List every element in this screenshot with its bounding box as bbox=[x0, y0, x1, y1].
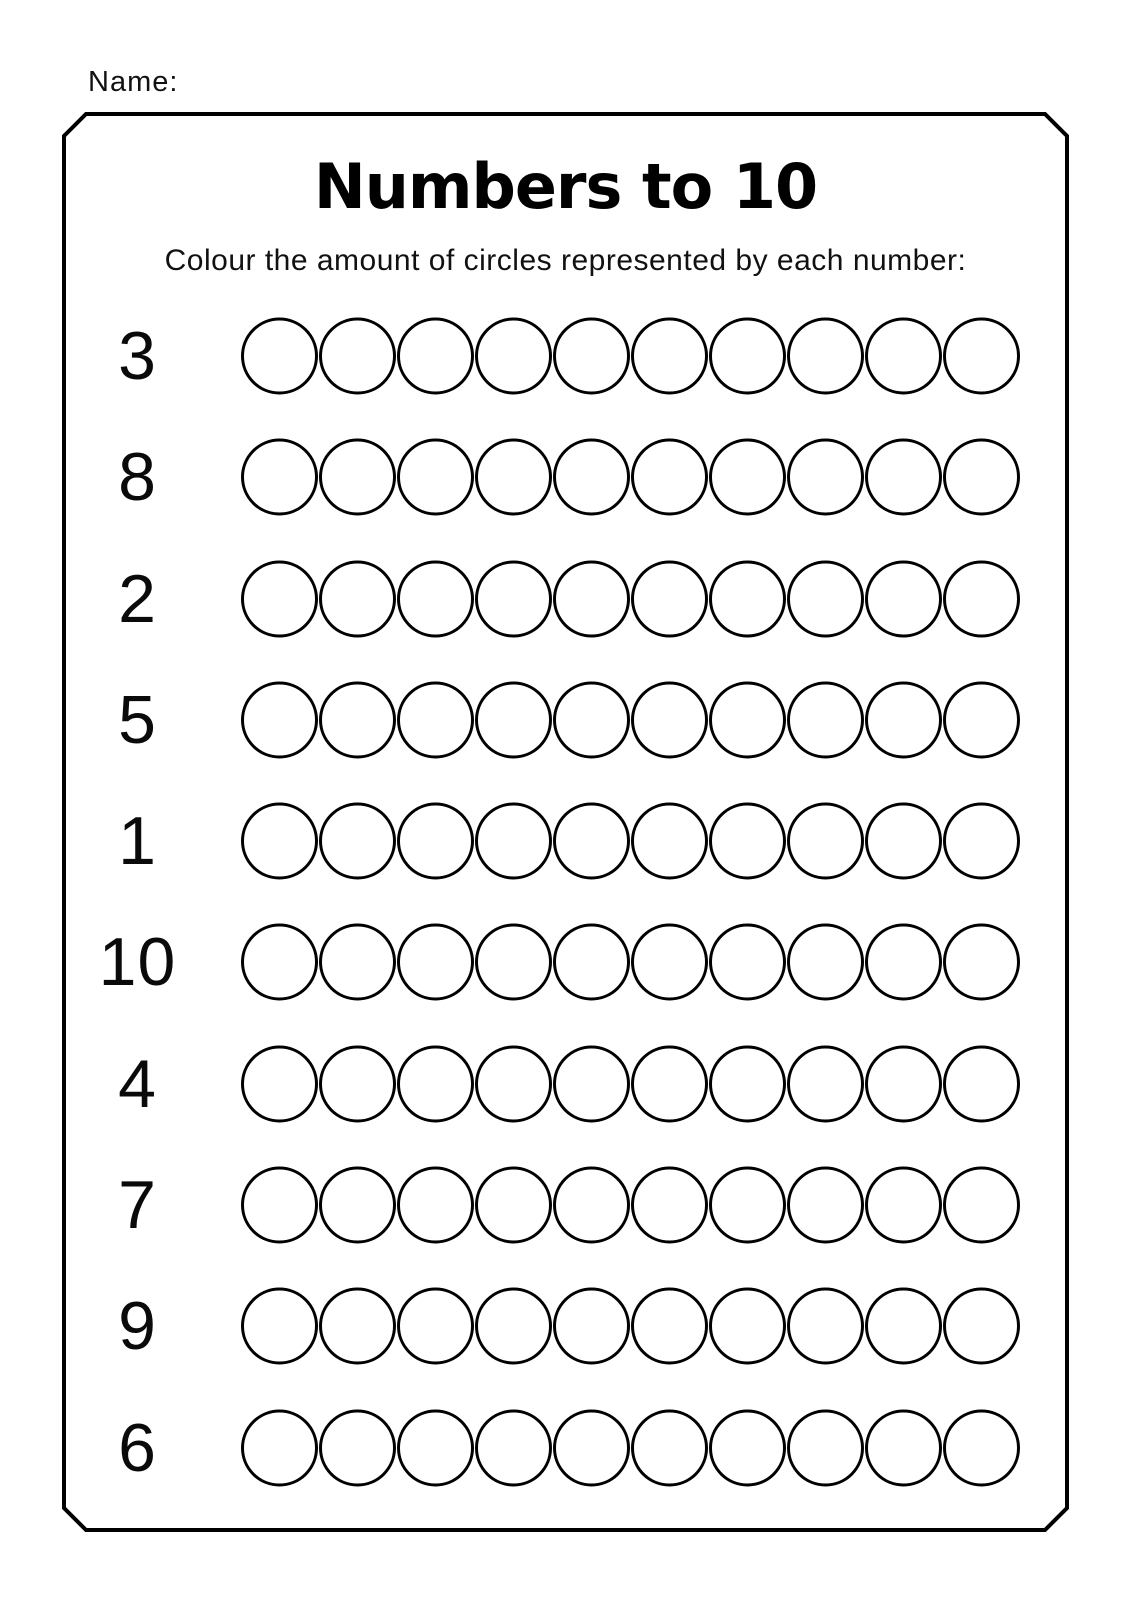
colour-circle[interactable] bbox=[709, 1288, 786, 1365]
colour-circle[interactable] bbox=[553, 439, 630, 516]
colour-circle[interactable] bbox=[943, 560, 1020, 637]
colour-circle[interactable] bbox=[475, 560, 552, 637]
row-number: 4 bbox=[118, 1045, 157, 1122]
colour-circle[interactable] bbox=[397, 924, 474, 1001]
colour-circle[interactable] bbox=[631, 1288, 708, 1365]
worksheet-row bbox=[0, 659, 1131, 780]
colour-circle[interactable] bbox=[475, 681, 552, 758]
worksheet-row bbox=[0, 1023, 1131, 1144]
colour-circle[interactable] bbox=[787, 1409, 864, 1486]
colour-circle[interactable] bbox=[475, 803, 552, 880]
worksheet-row bbox=[0, 295, 1131, 416]
colour-circle[interactable] bbox=[709, 1045, 786, 1122]
row-number: 3 bbox=[118, 317, 157, 394]
colour-circle[interactable] bbox=[709, 1409, 786, 1486]
colour-circle[interactable] bbox=[865, 924, 942, 1001]
colour-circle[interactable] bbox=[787, 924, 864, 1001]
colour-circle[interactable] bbox=[787, 1167, 864, 1244]
colour-circle[interactable] bbox=[397, 803, 474, 880]
colour-circle[interactable] bbox=[397, 681, 474, 758]
colour-circle[interactable] bbox=[709, 924, 786, 1001]
colour-circle[interactable] bbox=[553, 560, 630, 637]
colour-circle[interactable] bbox=[319, 1288, 396, 1365]
colour-circle[interactable] bbox=[553, 1288, 630, 1365]
colour-circle[interactable] bbox=[943, 924, 1020, 1001]
colour-circle[interactable] bbox=[319, 1167, 396, 1244]
row-circles bbox=[241, 1409, 1020, 1486]
colour-circle[interactable] bbox=[475, 439, 552, 516]
colour-circle[interactable] bbox=[241, 1288, 318, 1365]
colour-circle[interactable] bbox=[631, 924, 708, 1001]
row-number: 6 bbox=[118, 1409, 157, 1486]
colour-circle[interactable] bbox=[865, 1167, 942, 1244]
colour-circle[interactable] bbox=[241, 681, 318, 758]
colour-circle[interactable] bbox=[865, 317, 942, 394]
colour-circle[interactable] bbox=[319, 681, 396, 758]
colour-circle[interactable] bbox=[475, 1167, 552, 1244]
worksheet-row bbox=[0, 780, 1131, 901]
colour-circle[interactable] bbox=[241, 439, 318, 516]
colour-circle[interactable] bbox=[241, 317, 318, 394]
worksheet-rows bbox=[0, 295, 1131, 1508]
colour-circle[interactable] bbox=[943, 681, 1020, 758]
colour-circle[interactable] bbox=[241, 560, 318, 637]
worksheet-row bbox=[0, 1266, 1131, 1387]
colour-circle[interactable] bbox=[475, 1409, 552, 1486]
instruction-text: Colour the amount of circles represented by each number: bbox=[164, 244, 967, 277]
colour-circle[interactable] bbox=[319, 1045, 396, 1122]
colour-circle[interactable] bbox=[319, 803, 396, 880]
row-circles bbox=[241, 1288, 1020, 1365]
colour-circle[interactable] bbox=[943, 1045, 1020, 1122]
colour-circle[interactable] bbox=[631, 1045, 708, 1122]
colour-circle[interactable] bbox=[787, 681, 864, 758]
colour-circle[interactable] bbox=[553, 681, 630, 758]
worksheet-title: Numbers to 10 bbox=[313, 150, 818, 223]
colour-circle[interactable] bbox=[397, 439, 474, 516]
row-circles bbox=[241, 924, 1020, 1001]
colour-circle[interactable] bbox=[943, 317, 1020, 394]
row-number: 8 bbox=[118, 439, 157, 516]
name-label: Name: bbox=[88, 66, 179, 98]
colour-circle[interactable] bbox=[787, 560, 864, 637]
colour-circle[interactable] bbox=[709, 1167, 786, 1244]
colour-circle[interactable] bbox=[943, 1167, 1020, 1244]
colour-circle[interactable] bbox=[943, 1288, 1020, 1365]
colour-circle[interactable] bbox=[397, 560, 474, 637]
colour-circle[interactable] bbox=[865, 681, 942, 758]
colour-circle[interactable] bbox=[631, 681, 708, 758]
colour-circle[interactable] bbox=[553, 317, 630, 394]
colour-circle[interactable] bbox=[943, 1409, 1020, 1486]
colour-circle[interactable] bbox=[241, 1167, 318, 1244]
colour-circle[interactable] bbox=[787, 1288, 864, 1365]
colour-circle[interactable] bbox=[865, 439, 942, 516]
colour-circle[interactable] bbox=[319, 439, 396, 516]
colour-circle[interactable] bbox=[553, 1045, 630, 1122]
colour-circle[interactable] bbox=[865, 560, 942, 637]
colour-circle[interactable] bbox=[475, 317, 552, 394]
colour-circle[interactable] bbox=[709, 681, 786, 758]
colour-circle[interactable] bbox=[475, 1288, 552, 1365]
row-circles bbox=[241, 1167, 1020, 1244]
colour-circle[interactable] bbox=[241, 803, 318, 880]
colour-circle[interactable] bbox=[553, 1409, 630, 1486]
row-circles bbox=[241, 681, 1020, 758]
row-number: 1 bbox=[118, 803, 157, 880]
colour-circle[interactable] bbox=[787, 439, 864, 516]
colour-circle[interactable] bbox=[397, 317, 474, 394]
colour-circle[interactable] bbox=[319, 924, 396, 1001]
colour-circle[interactable] bbox=[319, 1409, 396, 1486]
colour-circle[interactable] bbox=[631, 317, 708, 394]
colour-circle[interactable] bbox=[475, 1045, 552, 1122]
row-circles bbox=[241, 1045, 1020, 1122]
colour-circle[interactable] bbox=[319, 317, 396, 394]
colour-circle[interactable] bbox=[943, 439, 1020, 516]
worksheet-row bbox=[0, 902, 1131, 1023]
colour-circle[interactable] bbox=[241, 1045, 318, 1122]
row-number: 10 bbox=[98, 924, 177, 1001]
colour-circle[interactable] bbox=[397, 1409, 474, 1486]
row-number: 2 bbox=[118, 560, 157, 637]
colour-circle[interactable] bbox=[631, 1167, 708, 1244]
row-number: 9 bbox=[118, 1288, 157, 1365]
colour-circle[interactable] bbox=[553, 924, 630, 1001]
worksheet-row bbox=[0, 417, 1131, 538]
colour-circle[interactable] bbox=[397, 1045, 474, 1122]
colour-circle[interactable] bbox=[553, 1167, 630, 1244]
colour-circle[interactable] bbox=[475, 924, 552, 1001]
worksheet-row bbox=[0, 1144, 1131, 1265]
colour-circle[interactable] bbox=[709, 560, 786, 637]
row-circles bbox=[241, 803, 1020, 880]
colour-circle[interactable] bbox=[319, 560, 396, 637]
colour-circle[interactable] bbox=[709, 803, 786, 880]
colour-circle[interactable] bbox=[865, 1288, 942, 1365]
colour-circle[interactable] bbox=[631, 560, 708, 637]
colour-circle[interactable] bbox=[241, 924, 318, 1001]
colour-circle[interactable] bbox=[631, 439, 708, 516]
colour-circle[interactable] bbox=[943, 803, 1020, 880]
worksheet-row bbox=[0, 1387, 1131, 1508]
colour-circle[interactable] bbox=[787, 803, 864, 880]
colour-circle[interactable] bbox=[397, 1167, 474, 1244]
row-circles bbox=[241, 560, 1020, 637]
colour-circle[interactable] bbox=[865, 1045, 942, 1122]
colour-circle[interactable] bbox=[397, 1288, 474, 1365]
colour-circle[interactable] bbox=[631, 1409, 708, 1486]
row-number: 5 bbox=[118, 681, 157, 758]
colour-circle[interactable] bbox=[865, 803, 942, 880]
worksheet-row bbox=[0, 538, 1131, 659]
row-number: 7 bbox=[118, 1167, 157, 1244]
colour-circle[interactable] bbox=[631, 803, 708, 880]
colour-circle[interactable] bbox=[241, 1409, 318, 1486]
colour-circle[interactable] bbox=[787, 317, 864, 394]
row-circles bbox=[241, 439, 1020, 516]
colour-circle[interactable] bbox=[709, 439, 786, 516]
colour-circle[interactable] bbox=[553, 803, 630, 880]
colour-circle[interactable] bbox=[787, 1045, 864, 1122]
row-circles bbox=[241, 317, 1020, 394]
colour-circle[interactable] bbox=[865, 1409, 942, 1486]
colour-circle[interactable] bbox=[709, 317, 786, 394]
